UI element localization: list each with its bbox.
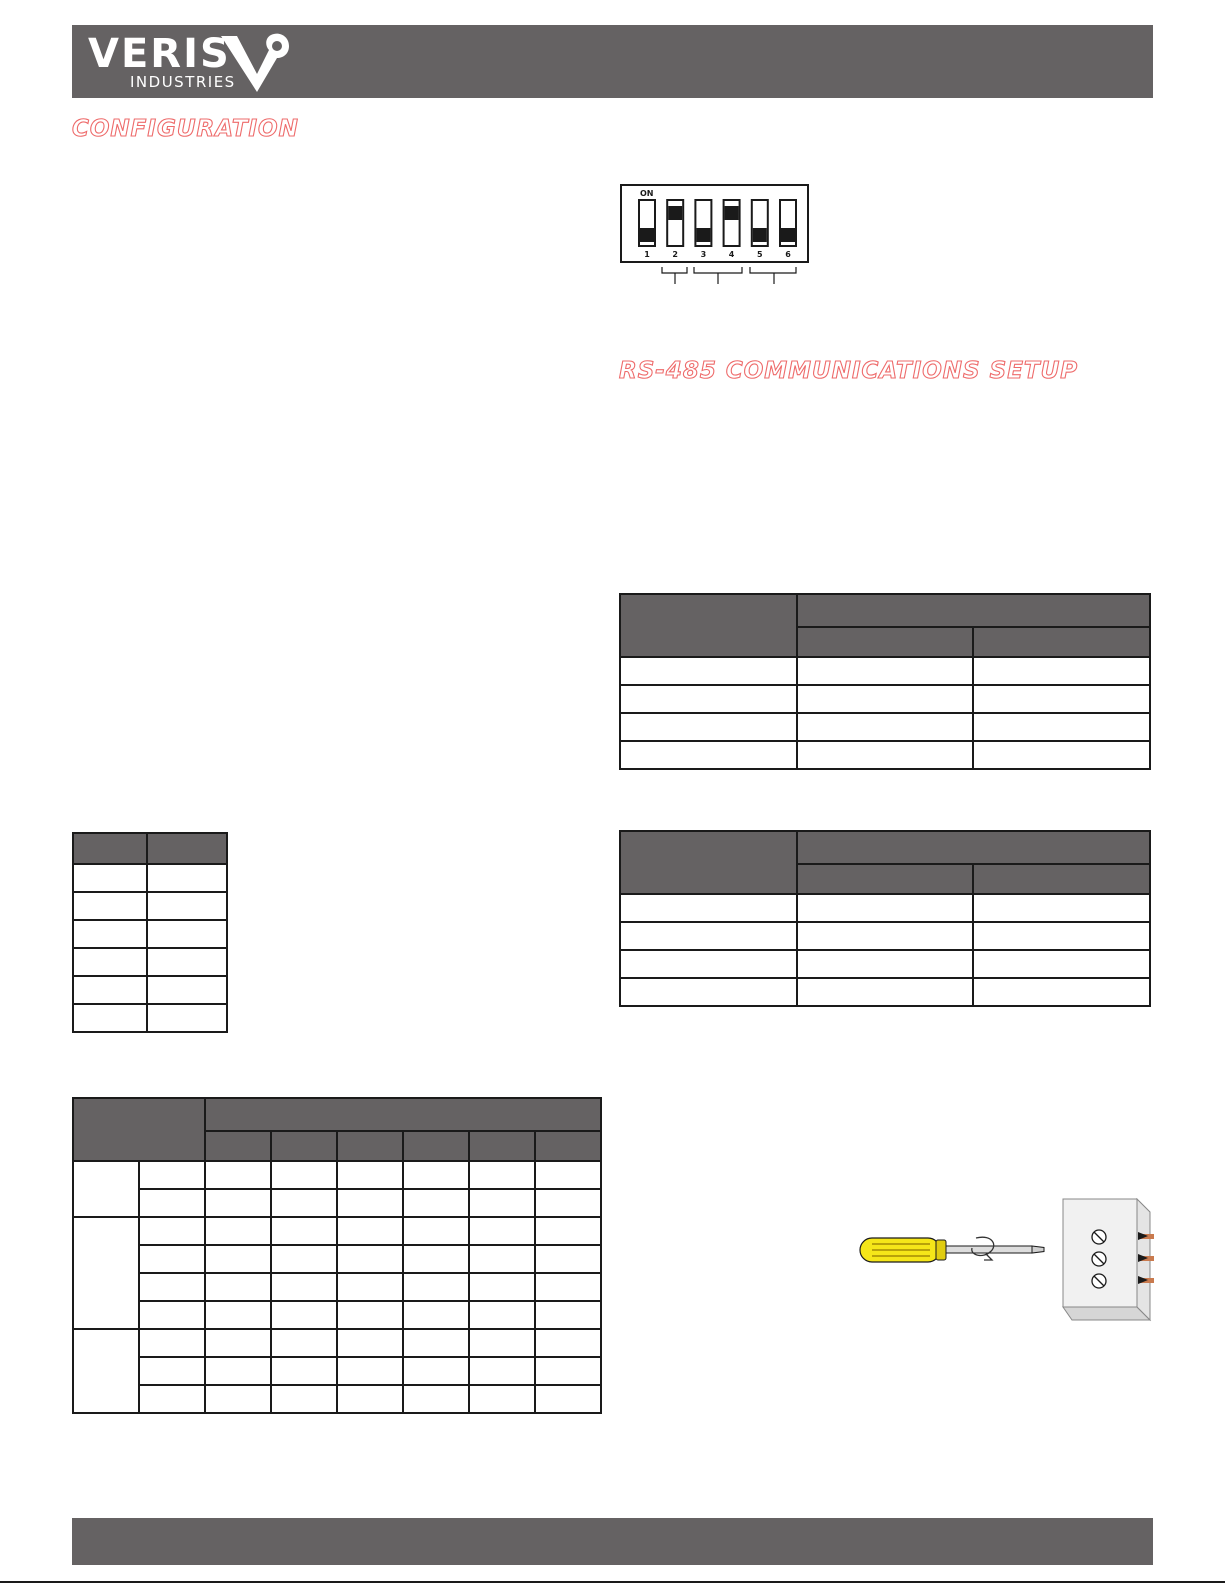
table-row: [73, 1189, 601, 1217]
config-small-table: [72, 832, 228, 1033]
table-header-cell: [73, 833, 147, 864]
table-row: [73, 1161, 601, 1189]
table-header-cell: [147, 833, 227, 864]
dip-switch-number: 3: [700, 250, 707, 259]
page-bottom-rule: [0, 1581, 1225, 1583]
dip-switch-number: 6: [785, 250, 791, 259]
table-row: [73, 1217, 601, 1245]
rs485-title: RS-485 COMMUNICATIONS SETUP: [619, 358, 1079, 384]
table-row: [620, 950, 1150, 978]
logo-sub-text: INDUSTRIES: [130, 73, 236, 91]
table-row: [73, 1245, 601, 1273]
screwdriver-icon: [858, 1232, 1048, 1280]
config-large-table: [72, 1097, 602, 1414]
dip-switch-number: 5: [757, 250, 763, 259]
table-row: [620, 894, 1150, 922]
dip-switch-knob-2: [668, 206, 682, 220]
table-header-cell: [973, 627, 1150, 657]
table-row: [73, 920, 227, 948]
table-header-cell: [797, 627, 974, 657]
table-row: [73, 1301, 601, 1329]
dip-switch-diagram: [620, 184, 820, 290]
table-row: [620, 741, 1150, 769]
table-row: [73, 1004, 227, 1032]
dip-switch-knob-3: [696, 228, 710, 242]
table-row: [73, 1385, 601, 1413]
table-row: [620, 685, 1150, 713]
dip-switch-number: 4: [728, 250, 735, 259]
table-row: [73, 976, 227, 1004]
table-row: [73, 864, 227, 892]
veris-logo-icon: [217, 30, 297, 94]
table-row: [73, 1357, 601, 1385]
dip-switch-number: 1: [644, 250, 650, 259]
table-row: [620, 978, 1150, 1006]
table-header-cell: [73, 1098, 205, 1161]
rs485-table-2: [619, 830, 1151, 1007]
table-row: [620, 922, 1150, 950]
dip-switch-number: 2: [672, 250, 678, 259]
table-header-cell: [620, 831, 797, 894]
table-row: [73, 1329, 601, 1357]
dip-switch-knob-4: [725, 206, 739, 220]
table-row: [73, 948, 227, 976]
dip-switch-knob-1: [640, 228, 654, 242]
table-header-cell: [205, 1098, 601, 1131]
table-header-cell: [973, 864, 1150, 894]
table-row: [73, 1273, 601, 1301]
table-header-cell: [797, 864, 974, 894]
table-header-cell: [797, 594, 1150, 627]
header-bar: [72, 25, 1153, 98]
table-row: [620, 657, 1150, 685]
dip-switch-knob-6: [781, 228, 795, 242]
terminal-block-icon: [1062, 1198, 1154, 1322]
footer-bar: [72, 1518, 1153, 1565]
configuration-title: CONFIGURATION: [72, 116, 299, 142]
table-row: [73, 892, 227, 920]
logo-main-text: VERIS: [88, 31, 231, 77]
dip-on-label: ON: [640, 189, 654, 198]
table-header-cell: [620, 594, 797, 657]
table-header-cell: [797, 831, 1150, 864]
rs485-table-1: [619, 593, 1151, 770]
table-row: [620, 713, 1150, 741]
dip-switch-knob-5: [753, 228, 767, 242]
